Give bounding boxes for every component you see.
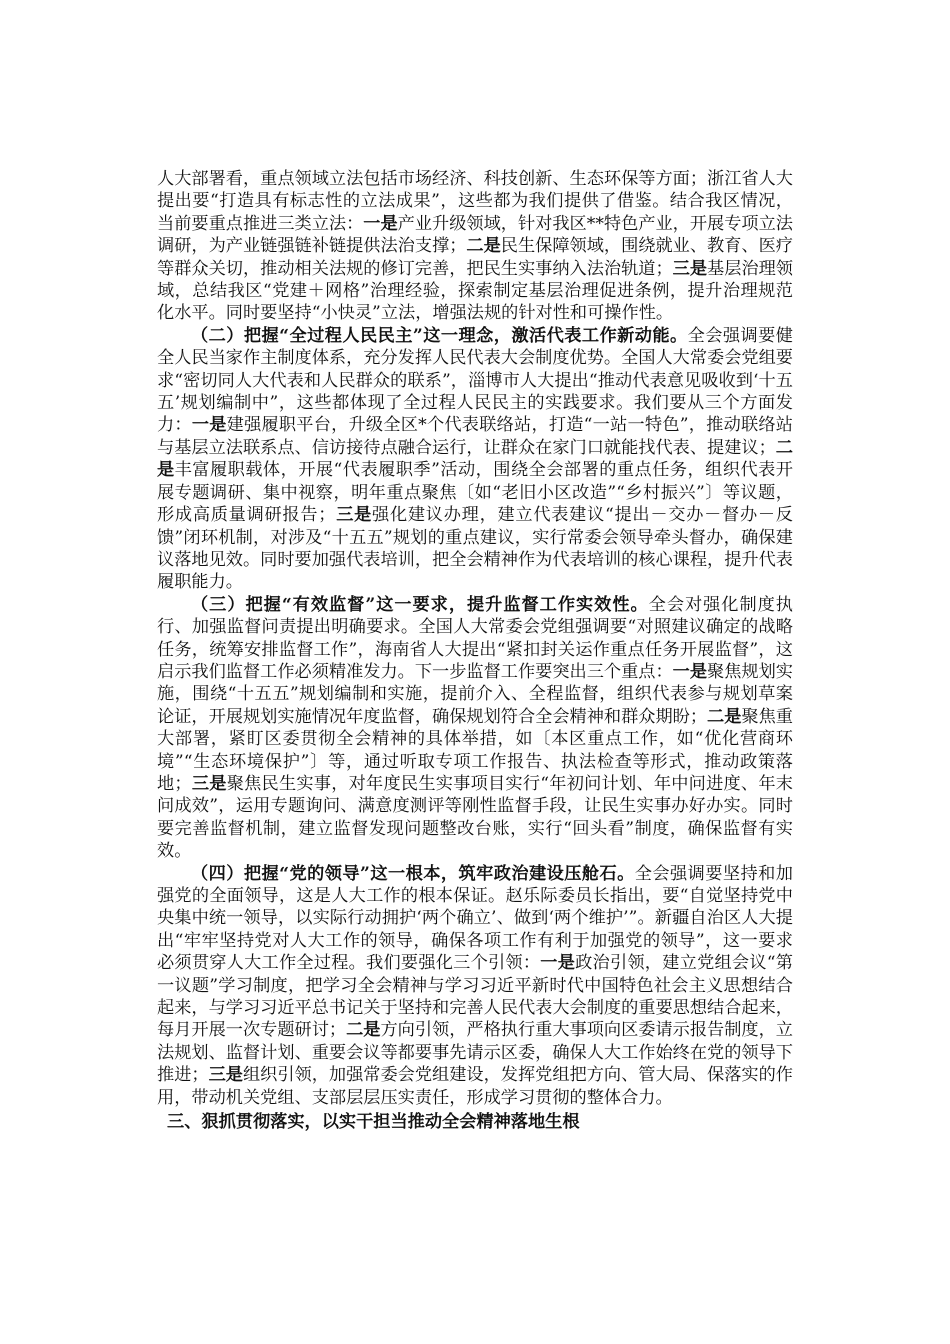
bold-text: 三是 bbox=[191, 773, 227, 794]
bold-text: （四）把握“党的领导”这一根本，筑牢政治建设压舱石。 bbox=[191, 863, 635, 884]
document-body bbox=[157, 168, 793, 1109]
bold-text: （三）把握“有效监督”这一要求，提升监督工作实效性。 bbox=[191, 594, 649, 615]
body-paragraph bbox=[157, 594, 793, 863]
bold-text: （二）把握“全过程人民民主”这一理念，激活代表工作新动能。 bbox=[191, 325, 688, 346]
bold-text: 二是 bbox=[157, 437, 793, 481]
bold-text: 三是 bbox=[672, 258, 708, 279]
body-paragraph bbox=[157, 325, 793, 594]
text-run: 民生保障领域，围绕就业、教育、医疗等群众关切，推动相关法规的修订完善，把民生实事纳入法治轨道； bbox=[157, 236, 793, 279]
bold-text: 二是 bbox=[346, 1020, 381, 1041]
bold-text: 三是 bbox=[208, 1065, 243, 1086]
body-paragraph bbox=[157, 168, 793, 325]
text-run: 基层治理领域，总结我区“党建＋网格”治理经验，探索制定基层治理促进条例，提升治理规范化水平。同时要坚持“小快灵”立法，增强法规的针对性和可操作性。 bbox=[157, 258, 793, 324]
text-run: 强化建议办理，建立代表建议“提出－交办－督办－反馈”闭环机制，对涉及“十五五”规划的重点建议，实行常委会领导牵头督办，确保建议落地见效。同时要加强代表培训，把全会精神作为代表培训的核心课程，提升代表履职能力。 bbox=[157, 505, 793, 593]
bold-text: 一是 bbox=[672, 661, 708, 682]
text-run: 建强履职平台，升级全区*个代表联络站，打造“一站一特色”，推动联络站与基层立法联系点、信访接待点融合运行，让群众在家门口就能找代表、提建议； bbox=[157, 415, 793, 458]
text-run: 聚焦重大部署，紧盯区委贯彻全会精神的具体举措，如〔本区重点工作，如“优化营商环境”“生态环境保护”〕等，通过听取专项工作报告、执法检查等形式，推动政策落地； bbox=[157, 706, 793, 794]
section-heading: 三、狠抓贯彻落实，以实干担当推动全会精神落地生根 bbox=[167, 1112, 580, 1133]
text-run: 组织引领，加强常委会党组建设，发挥党组把方向、管大局、保落实的作用，带动机关党组、支部层层压实责任，形成学习贯彻的整体合力。 bbox=[157, 1065, 793, 1108]
text-run: 聚焦民生实事，对年度民生实事项目实行“年初问计划、年中问进度、年末问成效”，运用专题询问、满意度测评等刚性监督手段，让民生实事办好办实。同时要完善监督机制，建立监督发现问题整改台账，实行“回头看”制度，确保监督有实效。 bbox=[157, 773, 793, 862]
text-run: 全会强调要健全人民当家作主制度体系，充分发挥人民代表大会制度优势。全国人大常委会党组要求“密切同人大代表和人民群众的联系”，淄博市人大提出“推动代表意见吸收到‘十五五’规划编制中”，这些都体现了全过程人民民主的实践要求。我们要从三个方面发力： bbox=[157, 325, 793, 436]
bold-text: 二是 bbox=[466, 236, 501, 257]
text-run: 聚焦规划实施，围绕“十五五”规划编制和实施，提前介入、全程监督，组织代表参与规划草案论证，开展规划实施情况年度监督，确保规划符合全会精神和群众期盼； bbox=[157, 661, 793, 727]
text-run: 政治引领，建立党组会议“第一议题”学习制度，把学习全会精神与学习习近平新时代中国特色社会主义思想结合起来，与学习习近平总书记关于坚持和完善人民代表大会制度的重要思想结合起来，每月开展一次专题研讨； bbox=[157, 953, 793, 1041]
bold-text: 二是 bbox=[707, 706, 742, 727]
body-paragraph bbox=[157, 863, 793, 1109]
bold-text: 三是 bbox=[335, 505, 373, 526]
text-run: 丰富履职载体，开展“代表履职季”活动，围绕全会部署的重点任务，组织代表开展专题调研、集中视察，明年重点聚焦〔如“老旧小区改造”“乡村振兴”〕等议题，形成高质量调研报告； bbox=[157, 460, 793, 526]
text-run: 全会对强化制度执行、加强监督问责提出明确要求。全国人大常委会党组强调要“对照建议确定的战略任务，统筹安排监督工作”，海南省人大提出“紧扣封关运作重点任务开展监督”，这启示我们监督工作必须精准发力。下一步监督工作要突出三个重点： bbox=[157, 594, 793, 682]
bold-text: 一是 bbox=[363, 213, 398, 234]
text-run: 人大部署看，重点领域立法包括市场经济、科技创新、生态环保等方面；浙江省人大提出要“打造具有标志性的立法成果”，这些都为我们提供了借鉴。结合我区情况，当前要重点推进三类立法： bbox=[157, 169, 793, 234]
bold-text: 一是 bbox=[540, 953, 576, 974]
bold-text: 一是 bbox=[191, 415, 227, 436]
text-run: 产业升级领域，针对我区**特色产业，开展专项立法调研，为产业链强链补链提供法治支撑； bbox=[157, 213, 793, 257]
text-run: 方向引领，严格执行重大事项向区委请示报告制度，立法规划、监督计划、重要会议等都要事先请示区委，确保人大工作始终在党的领导下推进； bbox=[157, 1020, 793, 1086]
text-run: 全会强调要坚持和加强党的全面领导，这是人大工作的根本保证。赵乐际委员长指出，要“自觉坚持党中央集中统一领导，以实际行动拥护‘两个确立’、做到‘两个维护’”。新疆自治区人大提出“牢牢坚持党对人大工作的领导，确保各项工作有利于加强党的领导”，这一要求必须贯穿人大工作全过程。我们要强化三个引领： bbox=[157, 863, 793, 974]
document-page bbox=[157, 168, 793, 1133]
